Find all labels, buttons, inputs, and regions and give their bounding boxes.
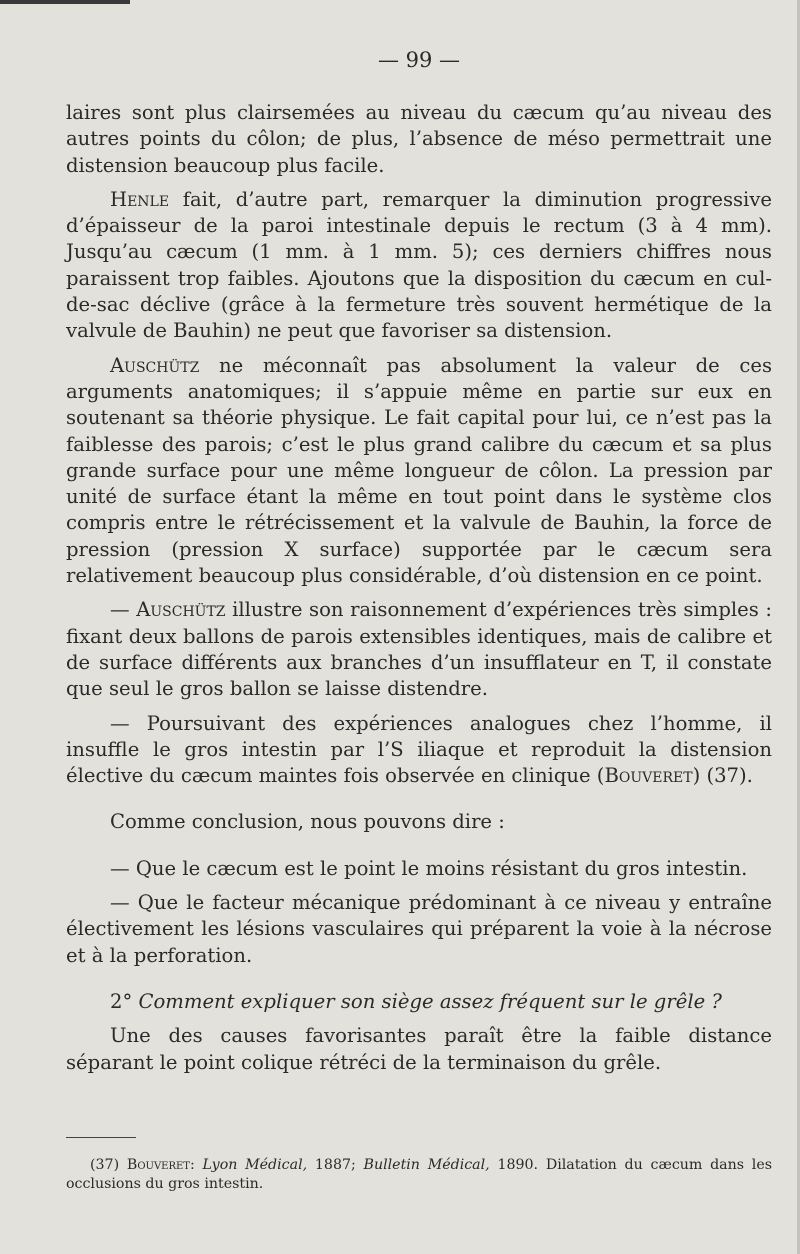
- paragraph-2: [66, 187, 772, 345]
- paragraph-10-text: Une des causes favorisantes paraît être la faible distance séparant le point colique rétréci de la terminaison du grêle.: [66, 1024, 772, 1074]
- author-name-auschutz-2: Auschütz: [136, 598, 226, 622]
- footnote-rest: 1890. Dilatation du cæcum dans les occlusions du gros intestin.: [66, 1157, 773, 1192]
- footnote: [66, 1156, 772, 1194]
- author-name-bouveret: Bouveret: [604, 764, 693, 788]
- paragraph-1: [66, 100, 772, 179]
- paragraph-2-text: fait, d’autre part, remarquer la diminution progressive d’épaisseur de la paroi intestinale depuis le rectum (3 à 4 mm). Jusqu’au cæcum (1 mm. à 1 mm. 5); ces derniers chiffres nous paraissent trop faibles. Ajoutons que la disposition du cæcum en cul-de-sac déclive (grâce à la fermeture très souvent hermétique de la valvule de Bauhin) ne peut que favoriser sa distension.: [66, 187, 772, 343]
- footnote-ref: (37): [90, 1157, 120, 1173]
- paragraph-1-text: laires sont plus clairsemées au niveau du cæcum qu’au niveau des autres points du côlon; de plus, l’absence de méso permettrait une distension beaucoup plus facile.: [66, 101, 772, 177]
- author-name-henle: Henle: [110, 187, 170, 211]
- paragraph-8: [66, 890, 772, 969]
- scan-edge-top: [0, 0, 130, 4]
- footnote-author: Bouveret:: [126, 1157, 195, 1173]
- paragraph-8-text: — Que le facteur mécanique prédominant à ce niveau y entraîne électivement les lésions vasculaires qui préparent la voie à la nécrose et à la perforation.: [66, 891, 772, 967]
- section-number: 2°: [110, 989, 133, 1013]
- footnote-journal-2: Bulletin Médical,: [363, 1157, 490, 1173]
- paragraph-6-text: Comme conclusion, nous pouvons dire :: [110, 810, 505, 834]
- paragraph-5-text: — Poursuivant des expériences analogues chez l’homme, il insuffle le gros intestin par l’S iliaque et reproduit la distension élective du cæcum maintes fois observée en clinique (: [66, 711, 772, 788]
- paragraph-3-text: ne méconnaît pas absolument la valeur de ces arguments anatomiques; il s’appuie même en partie sur eux en soutenant sa théorie physique. Le fait capital pour lui, ce n’est pas la faiblesse des parois; c’est le plus grand calibre du cæcum et sa plus grande surface pour une même longueur de côlon. La pression par unité de surface étant la même en tout point dans le système clos compris entre le rétrécissement et la valvule de Bauhin, la force de pression (pression X surface) supportée par le cæcum sera relativement beaucoup plus considérable, d’où distension en ce point.: [66, 353, 772, 588]
- paragraph-7: [66, 856, 772, 882]
- section-heading: [66, 989, 772, 1015]
- paragraph-3: [66, 353, 772, 590]
- paragraph-5-suffix: ) (37).: [692, 764, 753, 788]
- footnote-journal-1: Lyon Médical,: [202, 1157, 308, 1173]
- footnote-text: [66, 1156, 772, 1194]
- paragraph-4-prefix: —: [110, 598, 137, 622]
- paragraph-10: [66, 1023, 772, 1076]
- footnote-divider: [66, 1137, 136, 1138]
- paragraph-6: [66, 809, 772, 835]
- paragraph-4: [66, 597, 772, 702]
- paragraph-7-text: — Que le cæcum est le point le moins résistant du gros intestin.: [110, 856, 748, 880]
- page-number: — 99 —: [377, 48, 461, 72]
- author-name-auschutz: Auschütz: [110, 353, 200, 377]
- body-text: [66, 100, 772, 1084]
- section-title: Comment expliquer son siège assez fréquent sur le grêle ?: [138, 989, 722, 1013]
- paragraph-5: [66, 711, 772, 790]
- footnote-year-1: 1887;: [307, 1157, 364, 1173]
- paragraph-4-text: illustre son raisonnement d’expériences très simples : fixant deux ballons de parois extensibles identiques, mais de calibre et de surface différents aux branches d’un insufflateur en T, il constate que seul le gros ballon se laisse distendre.: [66, 598, 772, 701]
